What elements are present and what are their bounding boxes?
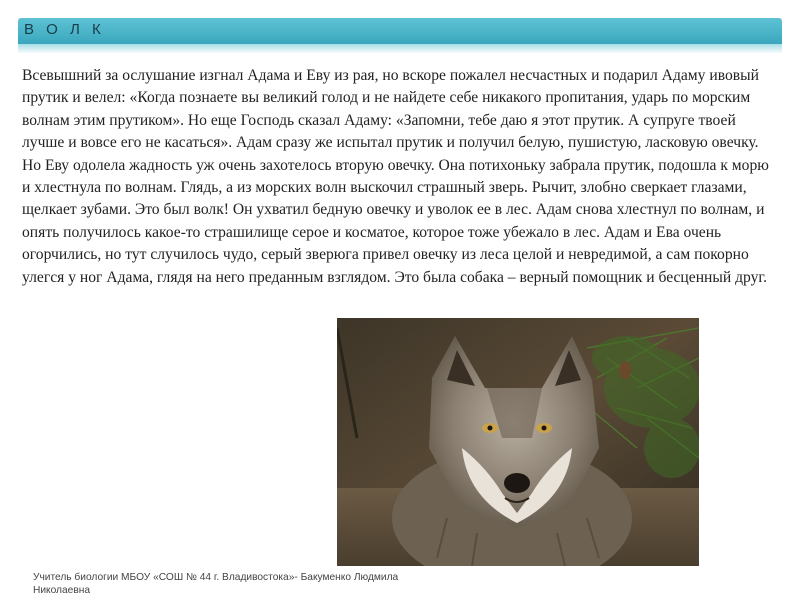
title-band-fade bbox=[18, 44, 782, 54]
footer-credit: Учитель биологии МБОУ «СОШ № 44 г. Владивостока»- Бакуменко Людмила Николаевна bbox=[33, 572, 399, 596]
slide-title: В О Л К bbox=[24, 21, 105, 38]
wolf-photo bbox=[337, 318, 699, 566]
story-text: Всевышний за ослушание изгнал Адама и Еву из рая, но вскоре пожалел несчастных и подарил Адаму ивовый прутик и велел: «Когда познаете вы великий голод и не найдете себе никакого пропитания, ударь по морским волнам этим прутиком». Но еще Господь сказал Адаму: «Запомни, тебе даю я этот прутик. А супруге твоей лучше и вовсе его не касаться». Адам сразу же испытал прутик и получил белую, пушистую, ласковую овечку. Но Еву одолела жадность уж очень захотелось вторую овечку. Она потихоньку забрала прутик, подошла к морю и хлестнула по волнам. Глядь, а из морских волн выскочил страшный зверь. Рычит, злобно сверкает глазами, щелкает зубами. Это был волк! Он ухватил бедную овечку и уволок ее в лес. Адам снова хлестнул по волнам, и опять получилось какое-то страшилище серое и косматое, которое тоже убежало в лес. Адам и Ева очень огорчились, но тут случилось чудо, серый зверюга привел овечку из леса целой и невредимой, а сам покорно улегся у ног Адама, глядя на него преданным взглядом. Это была собака – верный помощник и бесценный друг. bbox=[22, 67, 769, 286]
title-band bbox=[18, 18, 782, 44]
